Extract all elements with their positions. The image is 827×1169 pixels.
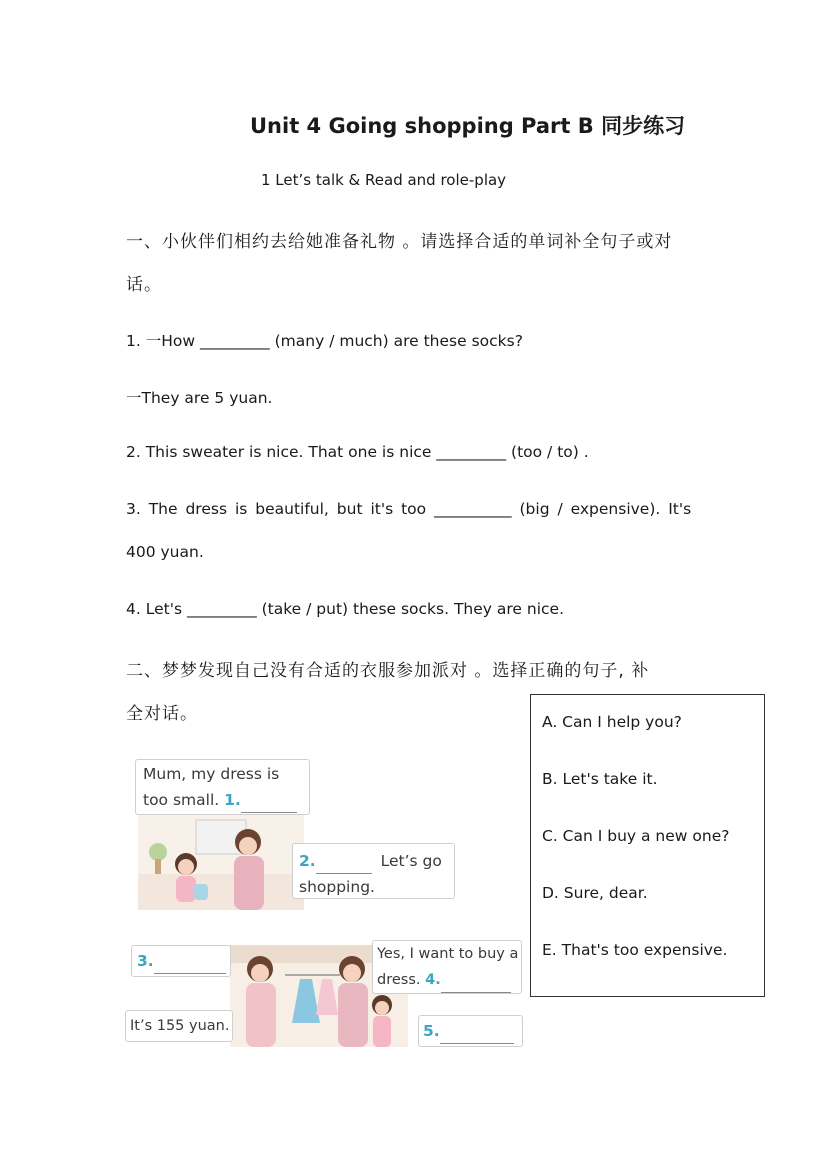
option-d: D. Sure, dear. bbox=[542, 884, 648, 902]
bubble-2-text: Let’s go bbox=[380, 852, 442, 870]
option-a: A. Can I help you? bbox=[542, 713, 682, 731]
page-title: Unit 4 Going shopping Part B 同步练习 bbox=[250, 114, 686, 138]
bubble-4-line2: dress. bbox=[377, 972, 421, 988]
section1-heading: 一、小伙伴们相约去给她准备礼物 。请选择合适的单词补全句子或对 bbox=[126, 232, 673, 252]
bubble-1-line1: Mum, my dress is bbox=[143, 765, 280, 783]
blank-number-4: 4. bbox=[425, 972, 441, 988]
question-1-answer: 一They are 5 yuan. bbox=[126, 389, 273, 407]
option-c: C. Can I buy a new one? bbox=[542, 827, 730, 845]
speech-bubble-5 bbox=[125, 1010, 233, 1042]
bubble-2-line2: shopping. bbox=[299, 878, 375, 896]
options-box bbox=[530, 694, 765, 997]
answer-blank-1[interactable] bbox=[241, 794, 297, 813]
blank-number-2: 2. bbox=[299, 852, 316, 870]
question-1: 1. 一How _________ (many / much) are these socks? bbox=[126, 332, 523, 350]
question-3: 3. The dress is beautiful, but it's too __________ (big / expensive). It's bbox=[126, 500, 692, 518]
section2-heading-cont: 全对话。 bbox=[126, 704, 198, 724]
girl-and-mum-illustration bbox=[138, 812, 304, 910]
answer-blank-5[interactable] bbox=[440, 1025, 514, 1044]
speech-bubble-3 bbox=[131, 945, 231, 977]
speech-bubble-2 bbox=[292, 843, 455, 899]
speech-bubble-4 bbox=[372, 940, 522, 994]
question-4: 4. Let's _________ (take / put) these socks. They are nice. bbox=[126, 600, 565, 618]
question-2: 2. This sweater is nice. That one is nice _________ (too / to) . bbox=[126, 443, 589, 461]
option-e: E. That's too expensive. bbox=[542, 941, 728, 959]
answer-blank-2[interactable] bbox=[316, 855, 372, 874]
answer-blank-4[interactable] bbox=[441, 974, 511, 993]
section1-heading-cont: 话。 bbox=[126, 275, 162, 295]
speech-bubble-6 bbox=[418, 1015, 523, 1047]
comic-scene-1 bbox=[138, 812, 304, 910]
page-subtitle: 1 Let’s talk & Read and role-play bbox=[261, 171, 507, 189]
section2-heading: 二、梦梦发现自己没有合适的衣服参加派对 。选择正确的句子, 补 bbox=[126, 661, 650, 681]
question-3-cont: 400 yuan. bbox=[126, 543, 204, 561]
blank-number-3: 3. bbox=[137, 952, 154, 970]
speech-bubble-1 bbox=[135, 759, 310, 815]
answer-blank-3[interactable] bbox=[154, 955, 226, 974]
bubble-1-line2: too small. bbox=[143, 791, 220, 809]
bubble-4-line1: Yes, I want to buy a bbox=[377, 946, 519, 962]
bubble-5-text: It’s 155 yuan. bbox=[130, 1018, 230, 1034]
blank-number-1: 1. bbox=[224, 791, 241, 809]
blank-number-5: 5. bbox=[423, 1022, 440, 1040]
option-b: B. Let's take it. bbox=[542, 770, 658, 788]
